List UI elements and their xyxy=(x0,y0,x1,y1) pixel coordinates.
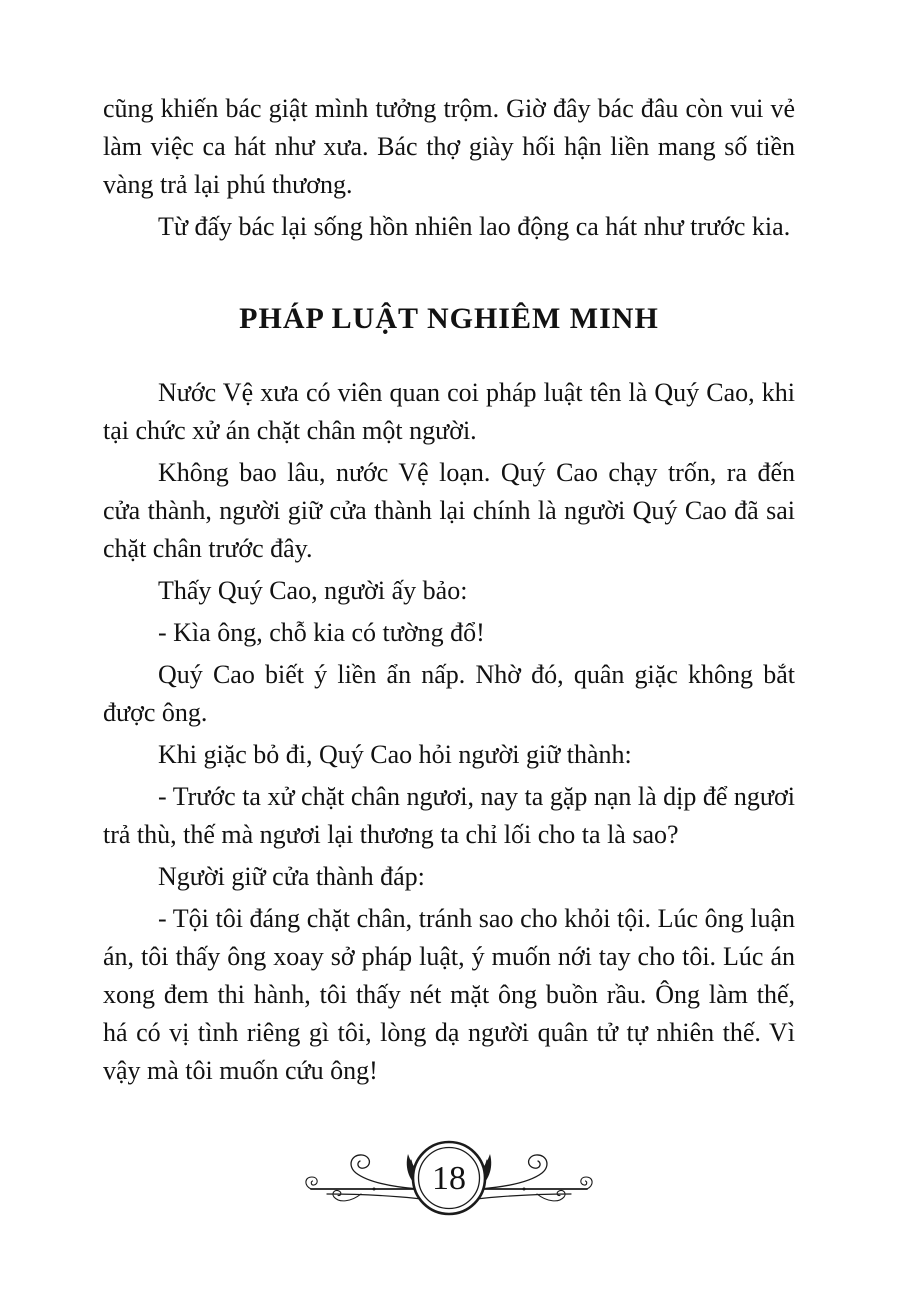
continuation-section xyxy=(103,90,795,246)
body-paragraph: Từ đấy bác lại sống hồn nhiên lao động ca hát như trước kia. xyxy=(158,212,791,241)
body-paragraph: Người giữ cửa thành đáp: xyxy=(158,862,425,891)
story-section xyxy=(103,374,795,1090)
body-paragraph: Quý Cao biết ý liền ẩn nấp. Nhờ đó, quân giặc không bắt được ông. xyxy=(103,660,795,727)
text-column xyxy=(103,0,795,1094)
body-paragraph: Khi giặc bỏ đi, Quý Cao hỏi người giữ thành: xyxy=(158,740,632,769)
body-paragraph: - Trước ta xử chặt chân ngươi, nay ta gặp nạn là dịp để ngươi trả thù, thế mà ngươi lại thương ta chỉ lối cho ta là sao? xyxy=(103,782,795,849)
body-paragraph: - Tội tôi đáng chặt chân, tránh sao cho khỏi tội. Lúc ông luận án, tôi thấy ông xoay sở pháp luật, ý muốn nới tay cho tôi. Lúc án xong đem thi hành, tôi thấy nét mặt ông buồn rầu. Ông làm thế, há có vị tình riêng gì tôi, lòng dạ người quân tử tự nhiên thế. Vì vậy mà tôi muốn cứu ông! xyxy=(103,904,795,1085)
page-number-ornament-icon xyxy=(299,1136,599,1220)
body-paragraph: - Kìa ông, chỗ kia có tường đổ! xyxy=(158,618,485,647)
body-paragraph: Nước Vệ xưa có viên quan coi pháp luật tên là Quý Cao, khi tại chức xử án chặt chân một người. xyxy=(103,378,795,445)
body-paragraph: Thấy Quý Cao, người ấy bảo: xyxy=(158,576,468,605)
page-footer xyxy=(0,1136,897,1220)
body-paragraph: Không bao lâu, nước Vệ loạn. Quý Cao chạy trốn, ra đến cửa thành, người giữ cửa thành lại chính là người Quý Cao đã sai chặt chân trước đây. xyxy=(103,458,795,563)
story-title: PHÁP LUẬT NGHIÊM MINH xyxy=(239,302,659,335)
body-paragraph: cũng khiến bác giật mình tưởng trộm. Giờ đây bác đâu còn vui vẻ làm việc ca hát như xưa. Bác thợ giày hối hận liền mang số tiền vàng trả lại phú thương. xyxy=(103,94,795,199)
page-number: 18 xyxy=(431,1160,466,1197)
